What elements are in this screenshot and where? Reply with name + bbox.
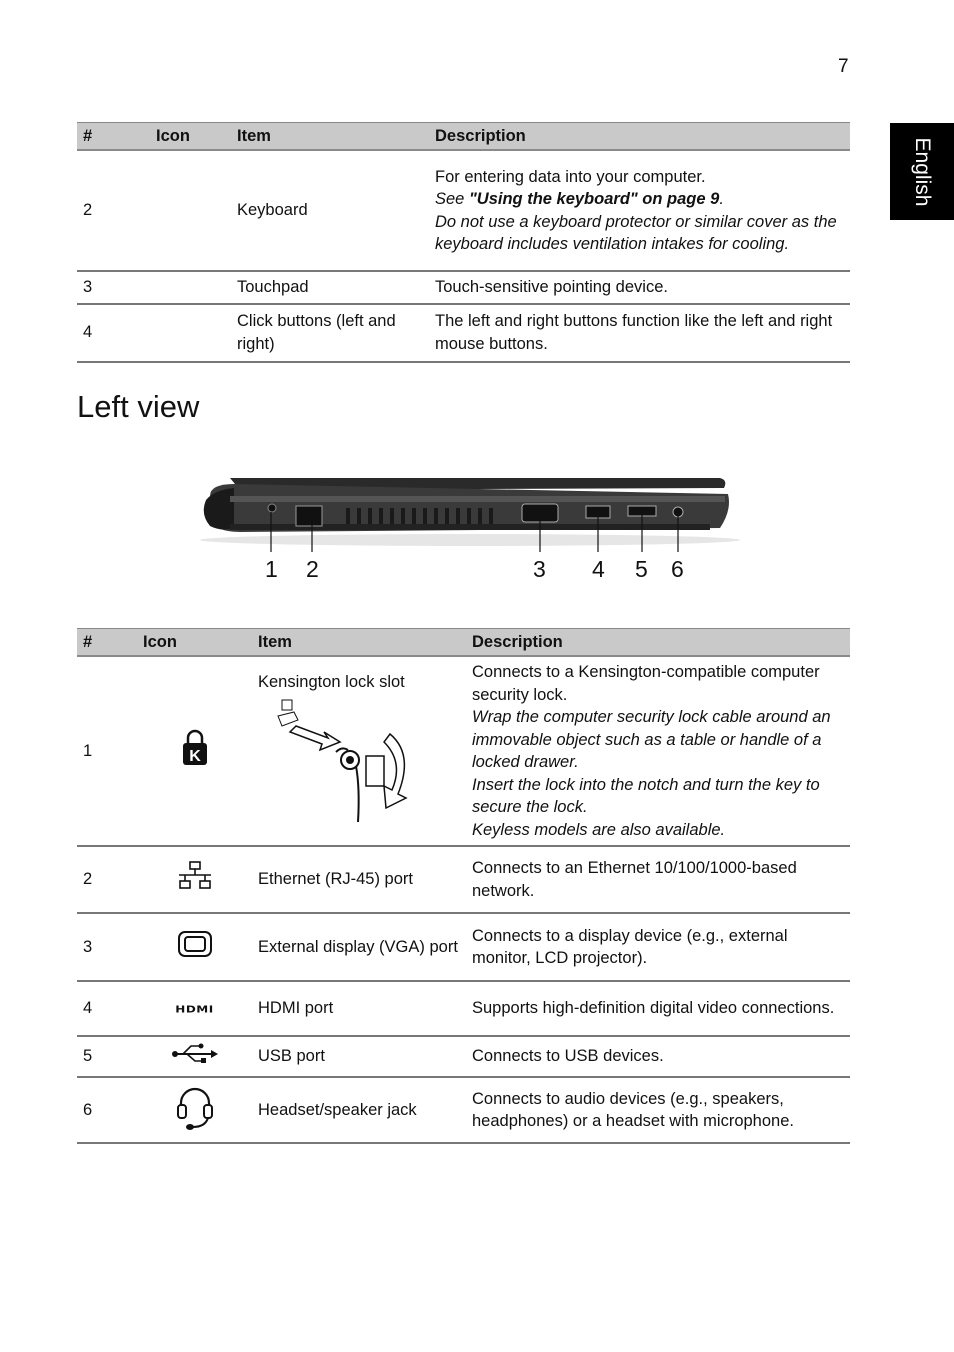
row-description: Connects to an Ethernet 10/100/1000-based network.: [466, 846, 850, 913]
header-item: Item: [252, 629, 466, 657]
row-description: [466, 656, 850, 846]
header-description: Description: [466, 629, 850, 657]
header-description: Description: [429, 123, 850, 151]
header-icon: Icon: [150, 123, 231, 151]
callout-5: 5: [635, 556, 648, 582]
keyboard-page-reference[interactable]: "Using the keyboard" on page 9: [468, 190, 720, 208]
table-header-row: [77, 123, 850, 151]
header-num: #: [77, 629, 137, 657]
row-description: Connects to USB devices.: [466, 1036, 850, 1077]
desc-see-line: [435, 188, 844, 211]
row-item: Click buttons (left and right): [231, 304, 429, 362]
row-description: [429, 150, 850, 271]
table-row: [77, 150, 850, 271]
row-icon: [137, 1036, 252, 1077]
row-item: HDMI port: [252, 981, 466, 1036]
desc-see-prefix: See: [435, 190, 469, 208]
row-icon: [150, 304, 231, 362]
row-number: 6: [77, 1077, 137, 1143]
desc-note: Do not use a keyboard protector or similar cover as the keyboard includes ventilation intakes for cooling.: [435, 212, 837, 253]
svg-text:K: K: [188, 747, 201, 765]
language-tab-label: English: [911, 137, 934, 206]
row-icon: [150, 271, 231, 304]
page-number: 7: [838, 56, 849, 77]
table-row: [77, 981, 850, 1036]
desc-line: For entering data into your computer.: [435, 167, 706, 186]
callout-3: 3: [533, 556, 546, 582]
callout-4: 4: [592, 556, 605, 582]
row-description: Connects to audio devices (e.g., speakers, headphones) or a headset with microphone.: [466, 1077, 850, 1143]
language-tab: [890, 123, 954, 220]
row-description: The left and right buttons function like the left and right mouse buttons.: [429, 304, 850, 362]
row-description: Connects to a display device (e.g., external monitor, LCD projector).: [466, 913, 850, 981]
section-title: Left view: [77, 389, 200, 424]
row-icon: [137, 846, 252, 913]
item-label: Kensington lock slot: [258, 673, 405, 691]
headset-icon: [175, 1083, 215, 1131]
header-item: Item: [231, 123, 429, 151]
desc-italic: Insert the lock into the notch and turn the key to secure the lock.: [472, 775, 820, 816]
row-item: Touchpad: [231, 271, 429, 304]
row-number: 3: [77, 913, 137, 981]
callout-6: 6: [671, 556, 684, 582]
row-description: Touch-sensitive pointing device.: [429, 271, 850, 304]
table-row: [77, 846, 850, 913]
table-row: [77, 271, 850, 304]
row-number: 4: [77, 981, 137, 1036]
left-view-table: [77, 628, 850, 1144]
row-item: Keyboard: [231, 150, 429, 271]
callout-2: 2: [306, 556, 319, 582]
row-item: Headset/speaker jack: [252, 1077, 466, 1143]
row-item: Ethernet (RJ-45) port: [252, 846, 466, 913]
row-number: 1: [77, 656, 137, 846]
table-row: [77, 1036, 850, 1077]
row-icon: [137, 656, 252, 846]
row-number: 2: [77, 150, 150, 271]
laptop-left-view-illustration: [200, 466, 760, 556]
table-row: [77, 913, 850, 981]
table-header-row: [77, 629, 850, 657]
row-description: Supports high-definition digital video connections.: [466, 981, 850, 1036]
row-icon: [137, 913, 252, 981]
vga-icon: [177, 930, 213, 958]
kensington-lock-illustration: [258, 698, 418, 826]
desc-line: Connects to a Kensington-compatible computer security lock.: [472, 663, 820, 704]
desc-see-suffix: .: [719, 190, 724, 208]
row-icon: [137, 981, 252, 1036]
table-row: [77, 304, 850, 362]
desc-italic: Keyless models are also available.: [472, 820, 726, 839]
ethernet-icon: [177, 861, 213, 891]
row-icon: [150, 150, 231, 271]
table-row: [77, 1077, 850, 1143]
row-item: External display (VGA) port: [252, 913, 466, 981]
table-row: [77, 656, 850, 846]
components-table-top: [77, 122, 850, 363]
callout-1: 1: [265, 556, 278, 582]
row-number: 3: [77, 271, 150, 304]
row-icon: [137, 1077, 252, 1143]
hdmi-icon: HDMI: [175, 1003, 214, 1015]
usb-icon: [171, 1042, 219, 1064]
row-item: USB port: [252, 1036, 466, 1077]
header-icon: Icon: [137, 629, 252, 657]
row-number: 2: [77, 846, 137, 913]
row-number: 5: [77, 1036, 137, 1077]
header-num: #: [77, 123, 150, 151]
kensington-lock-icon: [180, 729, 210, 767]
row-item: [252, 656, 466, 846]
desc-italic: Wrap the computer security lock cable around an immovable object such as a table or handle of a locked drawer.: [472, 708, 831, 771]
row-number: 4: [77, 304, 150, 362]
